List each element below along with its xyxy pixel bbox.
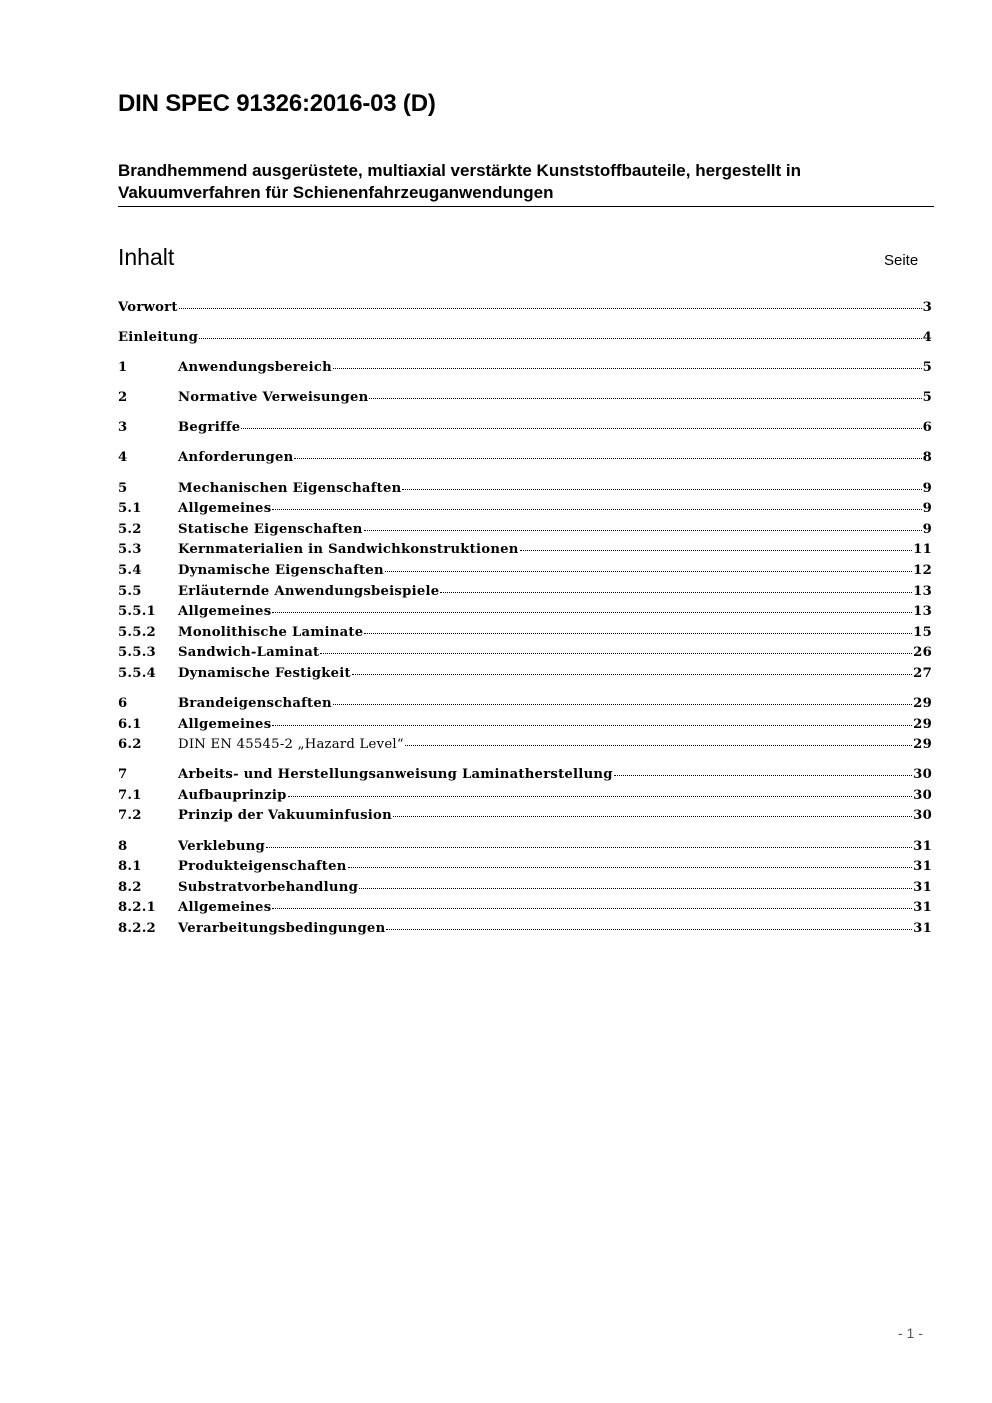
toc-entry-title: Verklebung: [178, 838, 266, 854]
toc-entry-number: 5: [118, 480, 128, 496]
toc-entry-title: Begriffe: [178, 420, 241, 436]
toc-entry-page: 29: [913, 696, 932, 711]
toc-entry[interactable]: [118, 767, 932, 788]
toc-entry-title: Produkteigenschaften: [178, 859, 347, 875]
toc-entry-page: 31: [913, 920, 932, 936]
toc-dot-leader: [359, 888, 912, 889]
toc-entry[interactable]: [118, 330, 932, 351]
toc-dot-leader: [440, 592, 912, 593]
toc-heading: Inhalt: [118, 244, 175, 270]
toc-entry-page: 11: [913, 542, 932, 558]
toc-entry-number: 8.2.2: [118, 920, 156, 936]
toc-entry[interactable]: [118, 390, 932, 411]
toc-entry-number: 2: [118, 390, 128, 406]
toc-entry-page: 9: [922, 521, 932, 537]
toc-entry-title: Allgemeines: [178, 501, 272, 517]
toc-entry-number: 5.4: [118, 562, 142, 578]
toc-entry-page: 31: [913, 859, 932, 875]
toc-entry-number: 7: [118, 767, 128, 783]
toc-entry[interactable]: [118, 900, 932, 921]
toc-entry-title: Dynamische Eigenschaften: [178, 562, 384, 578]
toc-entry-page: 29: [913, 716, 932, 732]
toc-entry[interactable]: [118, 666, 932, 687]
toc-dot-leader: [402, 489, 921, 490]
toc-entry[interactable]: [118, 696, 932, 717]
toc-dot-leader: [179, 308, 922, 309]
toc-entry-number: 3: [118, 420, 128, 436]
toc-dot-leader: [520, 550, 913, 551]
toc-entry-page: 31: [913, 879, 932, 895]
toc-dot-leader: [266, 847, 912, 848]
toc-entry-title: Einleitung: [118, 330, 199, 346]
toc-entry-page: 3: [922, 300, 932, 315]
toc-entry[interactable]: [118, 839, 932, 860]
toc-entry-page: 4: [922, 330, 932, 346]
toc-dot-leader: [288, 796, 913, 797]
toc-entry[interactable]: [118, 880, 932, 901]
toc-entry[interactable]: [118, 501, 932, 522]
toc-entry-number: 6: [118, 696, 128, 711]
toc-entry[interactable]: [118, 563, 932, 584]
toc-entry-title: Sandwich-Laminat: [178, 645, 320, 661]
toc-entry[interactable]: [118, 420, 932, 441]
toc-dot-leader: [320, 653, 912, 654]
toc-entry-page: 9: [922, 501, 932, 517]
toc-entry-title: Anforderungen: [178, 450, 294, 466]
toc-entry-number: 7.2: [118, 808, 142, 824]
toc-dot-leader: [272, 725, 912, 726]
subtitle-divider: [118, 206, 934, 207]
toc-entry-page: 30: [913, 787, 932, 803]
toc-entry[interactable]: [118, 604, 932, 625]
toc-dot-leader: [333, 368, 922, 369]
toc-dot-leader: [272, 612, 912, 613]
toc-entry-title: Normative Verweisungen: [178, 390, 369, 406]
toc-entry-title: Substratvorbehandlung: [178, 879, 359, 895]
toc-entry-page: 26: [913, 645, 932, 661]
toc-dot-leader: [348, 867, 913, 868]
toc-entry-page: 8: [922, 450, 932, 466]
toc-dot-leader: [393, 816, 912, 817]
toc-entry[interactable]: [118, 542, 932, 563]
toc-entry-page: 30: [913, 808, 932, 824]
toc-entry-page: 13: [913, 583, 932, 599]
toc-entry-number: 5.1: [118, 501, 142, 517]
toc-entry[interactable]: [118, 300, 932, 321]
toc-entry[interactable]: [118, 737, 932, 758]
toc-entry-title: Statische Eigenschaften: [178, 521, 363, 537]
document-subtitle: Brandhemmend ausgerüstete, multiaxial verstärkte Kunststoffbauteile, hergestellt in Vakuumverfahren für Schienenfahrzeuganwendungen: [118, 161, 802, 202]
toc-dot-leader: [364, 530, 922, 531]
toc-entry-title: Prinzip der Vakuuminfusion: [178, 808, 392, 824]
toc-entry-page: 5: [922, 360, 932, 376]
toc-entry-title: Allgemeines: [178, 900, 272, 916]
toc-entry[interactable]: [118, 450, 932, 471]
toc-dot-leader: [272, 509, 921, 510]
toc-entry[interactable]: [118, 625, 932, 646]
toc-entry-number: 5.5.4: [118, 665, 156, 681]
toc-entry-title: Dynamische Festigkeit: [178, 665, 351, 681]
toc-dot-leader: [386, 929, 912, 930]
toc-page-column-label: Seite: [884, 252, 919, 269]
document-title: DIN SPEC 91326:2016-03 (D): [118, 90, 436, 117]
toc-entry-number: 8: [118, 838, 128, 854]
toc-entry-title: Brandeigenschaften: [178, 696, 332, 711]
toc-entry-page: 15: [913, 624, 932, 640]
toc-entry-number: 6.1: [118, 716, 142, 732]
toc-entry-page: 9: [922, 480, 932, 496]
toc-entry[interactable]: [118, 859, 932, 880]
toc-entry-page: 5: [922, 390, 932, 406]
toc-entry-number: 5.5.2: [118, 624, 156, 640]
toc-entry[interactable]: [118, 788, 932, 809]
toc-entry[interactable]: [118, 808, 932, 829]
toc-entry[interactable]: [118, 921, 932, 942]
toc-entry-page: 13: [913, 604, 932, 620]
toc-entry[interactable]: [118, 717, 932, 738]
toc-dot-leader: [405, 745, 912, 746]
toc-entry-number: 6.2: [118, 737, 142, 753]
page-number: - 1 -: [898, 1325, 923, 1341]
toc-entry-number: 4: [118, 450, 128, 466]
toc-entry-number: 1: [118, 360, 128, 376]
toc-entry-page: 30: [913, 767, 932, 783]
toc-dot-leader: [364, 633, 912, 634]
toc-entry[interactable]: [118, 584, 932, 605]
toc-entry-title: Aufbauprinzip: [178, 787, 287, 803]
toc-dot-leader: [385, 571, 912, 572]
toc-entry-title: Allgemeines: [178, 604, 272, 620]
toc-entry[interactable]: [118, 522, 932, 543]
toc-entry-title: Verarbeitungsbedingungen: [178, 920, 386, 936]
table-of-contents: [118, 300, 932, 942]
toc-dot-leader: [369, 398, 921, 399]
toc-entry-number: 7.1: [118, 787, 142, 803]
toc-entry-number: 5.5: [118, 583, 142, 599]
toc-entry-number: 5.3: [118, 542, 142, 558]
toc-entry-title: Arbeits- und Herstellungsanweisung Laminatherstellung: [178, 767, 613, 783]
toc-entry[interactable]: [118, 360, 932, 381]
toc-entry-title: Kernmaterialien in Sandwichkonstruktionen: [178, 542, 519, 558]
toc-entry-number: 8.1: [118, 859, 142, 875]
toc-entry-title: Anwendungsbereich: [178, 360, 333, 376]
toc-entry[interactable]: [118, 481, 932, 502]
toc-entry-title: Erläuternde Anwendungsbeispiele: [178, 583, 440, 599]
toc-entry-number: 8.2: [118, 879, 142, 895]
toc-entry-title: Vorwort: [118, 300, 178, 315]
toc-entry-title: DIN EN 45545-2 „Hazard Level“: [178, 737, 404, 753]
toc-dot-leader: [241, 428, 921, 429]
toc-dot-leader: [199, 338, 922, 339]
toc-entry[interactable]: [118, 645, 932, 666]
toc-entry-title: Monolithische Laminate: [178, 624, 364, 640]
toc-entry-page: 27: [913, 665, 932, 681]
toc-entry-number: 5.2: [118, 521, 142, 537]
toc-entry-title: Allgemeines: [178, 716, 272, 732]
toc-dot-leader: [614, 775, 912, 776]
toc-entry-number: 8.2.1: [118, 900, 156, 916]
toc-entry-number: 5.5.3: [118, 645, 156, 661]
toc-dot-leader: [352, 674, 912, 675]
toc-dot-leader: [272, 908, 912, 909]
toc-entry-page: 12: [913, 562, 932, 578]
toc-entry-page: 31: [913, 900, 932, 916]
toc-dot-leader: [333, 704, 912, 705]
toc-entry-title: Mechanischen Eigenschaften: [178, 480, 402, 496]
toc-entry-page: 31: [913, 838, 932, 854]
toc-dot-leader: [294, 458, 921, 459]
toc-entry-page: 29: [913, 737, 932, 753]
toc-entry-page: 6: [922, 420, 932, 436]
toc-entry-number: 5.5.1: [118, 604, 156, 620]
